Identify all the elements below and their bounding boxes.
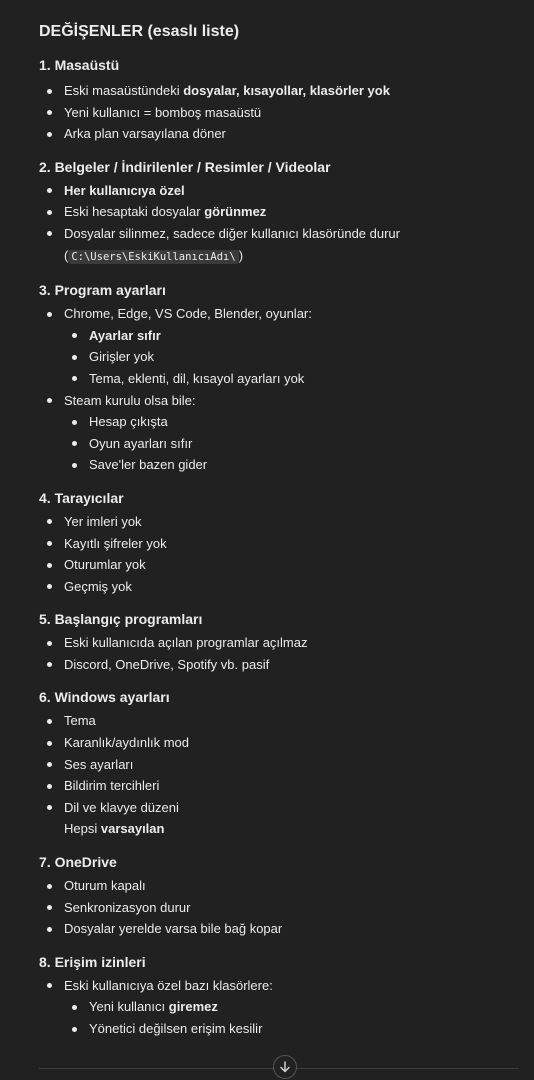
list-item [39, 180, 519, 202]
list-item [39, 80, 519, 102]
list-item: Oturumlar yok [39, 554, 519, 576]
sub-list-item: Yönetici değilsen erişim kesilir [64, 1018, 519, 1040]
item-bold: varsayılan [100, 821, 165, 837]
list-access-permissions [39, 975, 519, 997]
list-item: Yeni kullanıcı = bombоş masaüstü [39, 102, 519, 124]
item-text: Eski masaüstündeki [64, 83, 184, 98]
paren-open: ( [64, 247, 69, 263]
list-item [39, 223, 519, 268]
list-item: Arka plan varsayılana döner [39, 123, 519, 145]
list-desktop [39, 80, 519, 145]
inline-code-path: C:\Users\EskiKullanıcıAdı\ [68, 250, 238, 264]
list-item: Kayıtlı şifreler yok [39, 533, 519, 555]
sub-list-item: Tema, eklenti, dil, kısayol ayarları yok [64, 368, 519, 390]
list-browsers [39, 511, 519, 597]
sub-list-item: Girişler yok [64, 346, 519, 368]
list-documents [39, 180, 519, 268]
section-title-windows-settings: 6. Windows ayarları [39, 689, 170, 706]
list-item: Bildirim tercihleri [39, 775, 519, 797]
sub-list-item: Save'ler bazen gider [64, 454, 519, 476]
list-item: Eski kullanıcıya özel bazı klasörlere: [39, 975, 519, 997]
windows-settings-summary [39, 818, 519, 840]
section-title-access-permissions: 8. Erişim izinleri [39, 953, 146, 970]
list-item: Yer imleri yok [39, 511, 519, 533]
list-item: Karanlık/aydınlık mod [39, 732, 519, 754]
sublist-apps [64, 325, 519, 390]
section-title-desktop: 1. Masaüstü [39, 57, 120, 73]
sub-list-item: Oyun ayarları sıfır [64, 433, 519, 455]
list-item: Geçmiş yok [39, 576, 519, 598]
sub-list-item [64, 996, 519, 1018]
item-text: Eski hesaptaki dosyalar [64, 204, 205, 220]
scroll-to-bottom-button[interactable] [273, 1055, 297, 1079]
sublist-steam [64, 411, 519, 476]
list-steam [39, 390, 519, 412]
item-bold: Ayarlar sıfır [89, 327, 161, 343]
list-onedrive [39, 875, 519, 940]
list-item [39, 201, 519, 223]
item-text: Dosyalar silinmez, sadece diğer kullanıcı klasöründe durur [64, 225, 400, 241]
list-program-settings [39, 303, 519, 325]
list-windows-settings [39, 710, 519, 818]
list-item: Ses ayarları [39, 754, 519, 776]
sublist-access [64, 996, 519, 1039]
section-title-program-settings: 3. Program ayarları [39, 282, 166, 299]
list-item: Chrome, Edge, VS Code, Blender, oyunlar: [39, 303, 519, 325]
page-title: DEĞİŞENLER (esaslı liste) [39, 23, 240, 40]
list-item: Dosyalar yerelde varsa bile bağ kopar [39, 918, 519, 940]
list-item: Steam kurulu olsa bile: [39, 390, 519, 412]
message-content [39, 20, 519, 1040]
list-item: Oturum kapalı [39, 875, 519, 897]
list-startup [39, 632, 519, 675]
list-item: Senkronizasyon durur [39, 897, 519, 919]
sub-list-item: Hesap çıkışta [64, 411, 519, 433]
list-item: Dil ve klavye düzeni [39, 797, 519, 819]
list-item: Eski kullanıcıda açılan programlar açılmaz [39, 632, 519, 654]
section-title-startup: 5. Başlangıç programları [39, 611, 203, 628]
item-bold: giremez [168, 999, 218, 1015]
section-title-browsers: 4. Tarayıcılar [39, 489, 124, 506]
item-bold: Her kullanıcıya özel [64, 182, 185, 198]
item-text: Hepsi [64, 821, 101, 837]
list-item: Tema [39, 710, 519, 732]
arrow-down-icon [278, 1060, 292, 1074]
sub-list-item [64, 325, 519, 347]
item-bold: görünmez [204, 204, 267, 220]
section-title-onedrive: 7. OneDrive [39, 854, 117, 871]
list-item: Discord, OneDrive, Spotify vb. pasif [39, 654, 519, 676]
item-bold: dosyalar, kısayollar, klasörler yok [183, 83, 390, 98]
section-title-documents: 2. Belgeler / İndirilenler / Resimler / Videolar [39, 158, 331, 175]
item-text: Yeni kullanıcı [89, 999, 169, 1015]
paren-close: ) [238, 247, 244, 263]
